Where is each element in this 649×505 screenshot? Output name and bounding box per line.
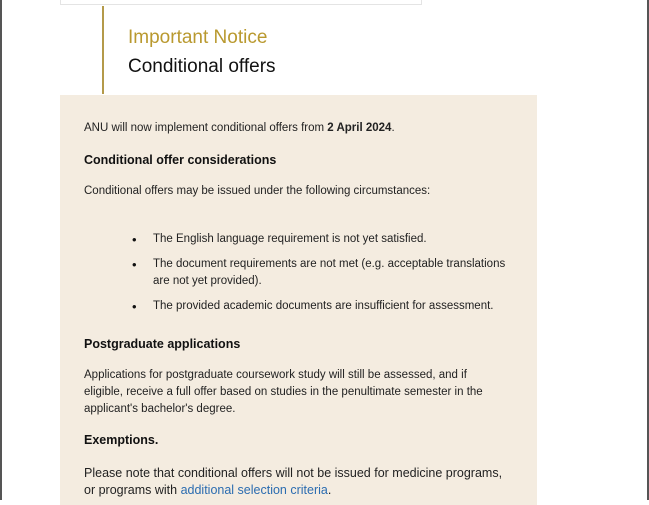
intro-paragraph: [84, 120, 395, 137]
top-card-edge: [60, 0, 422, 5]
list-item: • The English language requirement is not yet satisfied.: [132, 231, 512, 248]
notice-title: Conditional offers: [128, 56, 276, 77]
considerations-text: Conditional offers may be issued under the following circumstances:: [84, 185, 431, 197]
list-item: • The document requirements are not met (e.g. acceptable translations are not yet provided).: [132, 256, 512, 290]
notice-accent-bar: [102, 6, 104, 94]
additional-selection-criteria-link[interactable]: additional selection criteria: [180, 483, 328, 497]
exemptions-paragraph: [84, 465, 514, 499]
notice-content-box: [60, 95, 537, 505]
exemptions-heading: Exemptions.: [84, 433, 159, 447]
window-border-left: [0, 0, 2, 500]
postgrad-heading: Postgraduate applications: [84, 337, 241, 351]
circumstances-list: [132, 231, 512, 323]
exemptions-suffix: .: [327, 483, 332, 497]
considerations-heading: Conditional offer considerations: [84, 153, 277, 167]
exemptions-text: Please note that conditional offers will not be issued for medicine programs, or programs with: [84, 466, 503, 497]
list-item: • The provided academic documents are insufficient for assessment.: [132, 298, 512, 315]
intro-suffix: .: [391, 122, 395, 134]
notice-label: Important Notice: [128, 27, 268, 48]
postgrad-text: Applications for postgraduate coursework study will still be assessed, and if eligible, receive a full offer based on studies in the penultimate semester in the applicant's bachelor's degree.: [84, 369, 483, 415]
intro-text: ANU will now implement conditional offers from: [84, 122, 328, 134]
intro-date: 2 April 2024: [327, 122, 392, 134]
